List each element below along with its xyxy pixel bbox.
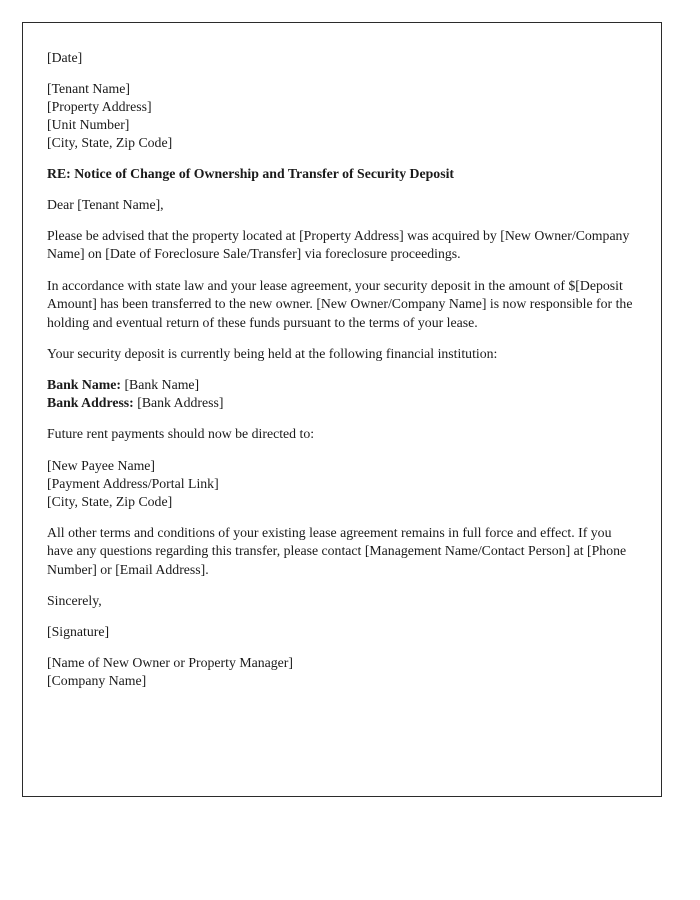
- payee-address-block: [47, 457, 635, 511]
- salutation: Dear [Tenant Name],: [47, 197, 164, 212]
- bank-name-label: Bank Name:: [47, 377, 121, 393]
- bank-name-value: [Bank Name]: [124, 377, 200, 393]
- document-page-frame: [22, 22, 662, 797]
- signature-company-line: [Company Name]: [47, 673, 147, 689]
- payee-address-line: [City, State, Zip Code]: [47, 493, 173, 509]
- bank-address-value: [Bank Address]: [137, 395, 224, 411]
- recipient-address-block: [47, 80, 635, 152]
- paragraph-acquisition: Please be advised that the property located at [Property Address] was acquired by [New Owner/Company Name] on [Date of Foreclosure Sale/Transfer] via foreclosure proceedings.: [47, 228, 630, 262]
- subject-line: RE: Notice of Change of Ownership and Transfer of Security Deposit: [47, 166, 454, 181]
- paragraph-institution-intro: Your security deposit is currently being held at the following financial institution:: [47, 346, 498, 362]
- bank-name-row: [47, 376, 635, 394]
- paragraph-deposit-transfer: In accordance with state law and your lease agreement, your security deposit in the amount of $[Deposit Amount] has been transferred to the new owner. [New Owner/Company Name] is now responsible for the holding and eventual return of these funds pursuant to the terms of your lease.: [47, 277, 633, 330]
- recipient-address-line: [Unit Number]: [47, 117, 130, 132]
- recipient-address-line: [Tenant Name]: [47, 81, 130, 96]
- payee-address-line: [New Payee Name]: [47, 457, 156, 473]
- signature-block: [47, 654, 635, 690]
- recipient-address-line: [City, State, Zip Code]: [47, 135, 173, 150]
- payee-address-line: [Payment Address/Portal Link]: [47, 475, 219, 491]
- signature-placeholder: [Signature]: [47, 624, 110, 640]
- closing: Sincerely,: [47, 593, 102, 609]
- paragraph-rent-intro: Future rent payments should now be directed to:: [47, 426, 315, 442]
- bank-address-label: Bank Address:: [47, 395, 134, 411]
- bank-details-block: [47, 376, 635, 412]
- recipient-address-line: [Property Address]: [47, 99, 152, 114]
- paragraph-terms: All other terms and conditions of your existing lease agreement remains in full force and effect. If you have any questions regarding this transfer, please contact [Management Name/Contact Person] at [Phone Number] or [Email Address].: [47, 524, 627, 577]
- bank-address-row: [47, 394, 635, 412]
- signature-name-line: [Name of New Owner or Property Manager]: [47, 655, 293, 671]
- document-body: [23, 23, 661, 690]
- date-line: [Date]: [47, 50, 83, 65]
